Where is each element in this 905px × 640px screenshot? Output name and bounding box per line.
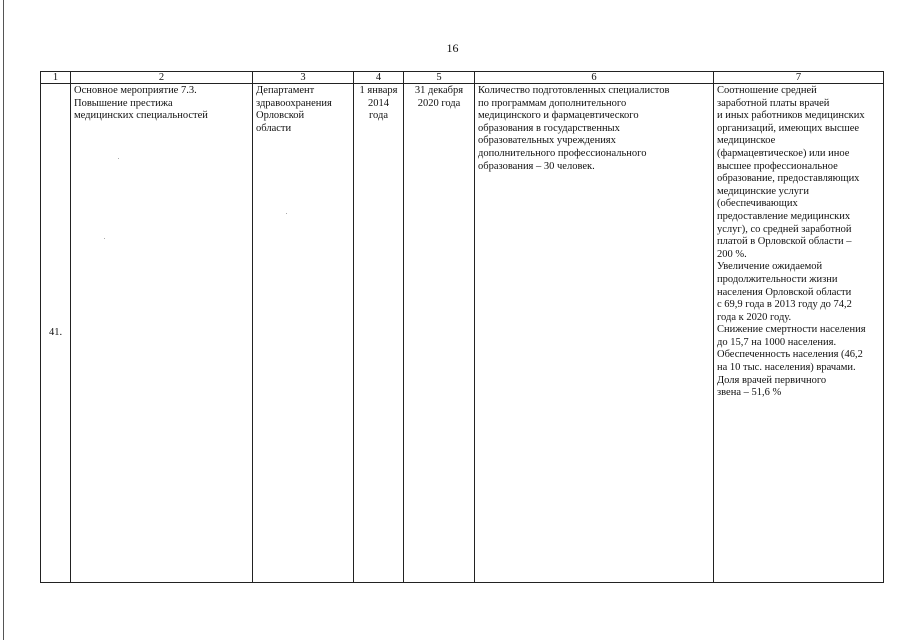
cell-line: области xyxy=(256,122,292,134)
cell-line: 200 %. xyxy=(717,248,747,260)
cell-line: 2014 xyxy=(368,97,389,109)
table-row xyxy=(41,84,884,583)
cell-line: медицинские услуги xyxy=(717,185,809,197)
activity-cell xyxy=(71,84,253,583)
cell-line: (фармацевтическое) или иное xyxy=(717,147,850,159)
cell-line: предоставление медицинских xyxy=(717,210,851,222)
cell-line: года xyxy=(369,110,388,122)
cell-line: Увеличение ожидаемой xyxy=(717,261,823,273)
expected-result-cell xyxy=(475,84,714,583)
cell-line: Доля врачей первичного xyxy=(717,374,827,386)
scan-speck xyxy=(104,238,105,239)
cell-line: Повышение престижа xyxy=(74,97,173,109)
cell-line: (обеспечивающих xyxy=(717,198,798,210)
cell-line: 1 января xyxy=(359,85,398,96)
cell-line: образовательных учреждениях xyxy=(478,135,616,147)
executor-cell xyxy=(253,84,354,583)
cell-line: платой в Орловской области – xyxy=(717,236,852,248)
cell-line: дополнительного профессионального xyxy=(478,147,647,159)
cell-line: организаций, имеющих высшее xyxy=(717,122,860,134)
cell-line: услуг), со средней заработной xyxy=(717,223,852,235)
cell-line: заработной платы врачей xyxy=(717,97,830,109)
row-number: 41. xyxy=(41,84,71,583)
page-number: 16 xyxy=(446,41,459,55)
column-number: 2 xyxy=(71,72,253,84)
cell-line: населения Орловской области xyxy=(717,286,852,298)
column-number: 7 xyxy=(714,72,884,84)
start-date-cell xyxy=(354,84,404,583)
cell-line: Обеспеченность населения (46,2 xyxy=(717,349,863,361)
program-activities-table xyxy=(40,71,884,583)
cell-line: медицинских специальностей xyxy=(74,110,208,122)
cell-line: на 10 тыс. населения) врачами. xyxy=(717,362,856,374)
page-left-edge xyxy=(3,0,4,640)
cell-line: продолжительности жизни xyxy=(717,273,838,285)
column-number-row xyxy=(41,72,884,84)
cell-line: 31 декабря xyxy=(414,85,464,96)
cell-line: года к 2020 году. xyxy=(717,311,792,323)
cell-line: Соотношение средней xyxy=(717,85,817,96)
cell-line: Орловской xyxy=(256,110,305,122)
scan-speck xyxy=(118,158,119,159)
cell-line: здравоохранения xyxy=(256,97,332,109)
end-date-cell xyxy=(404,84,475,583)
cell-line: высшее профессиональное xyxy=(717,160,838,172)
cell-line: и иных работников медицинских xyxy=(717,110,865,122)
cell-line: 2020 года xyxy=(417,97,461,109)
cell-line: до 15,7 на 1000 населения. xyxy=(717,336,837,348)
cell-line: Департамент xyxy=(256,85,315,96)
cell-line: медицинское xyxy=(717,135,776,147)
cell-line: Количество подготовленных специалистов xyxy=(478,85,670,96)
column-number: 3 xyxy=(253,72,354,84)
cell-line: звена – 51,6 % xyxy=(717,387,782,399)
cell-line: Основное мероприятие 7.3. xyxy=(74,85,197,96)
cell-line: образования – 30 человек. xyxy=(478,160,595,172)
cell-line: по программам дополнительного xyxy=(478,97,627,109)
indicators-cell xyxy=(714,84,884,583)
column-number: 6 xyxy=(475,72,714,84)
cell-line: образование, предоставляющих xyxy=(717,173,860,185)
scan-speck xyxy=(286,213,287,214)
column-number: 1 xyxy=(41,72,71,84)
cell-line: медицинского и фармацевтического xyxy=(478,110,639,122)
cell-line: с 69,9 года в 2013 году до 74,2 xyxy=(717,299,852,311)
cell-line: Снижение смертности населения xyxy=(717,324,866,336)
cell-line: образования в государственных xyxy=(478,122,620,134)
column-number: 4 xyxy=(354,72,404,84)
column-number: 5 xyxy=(404,72,475,84)
